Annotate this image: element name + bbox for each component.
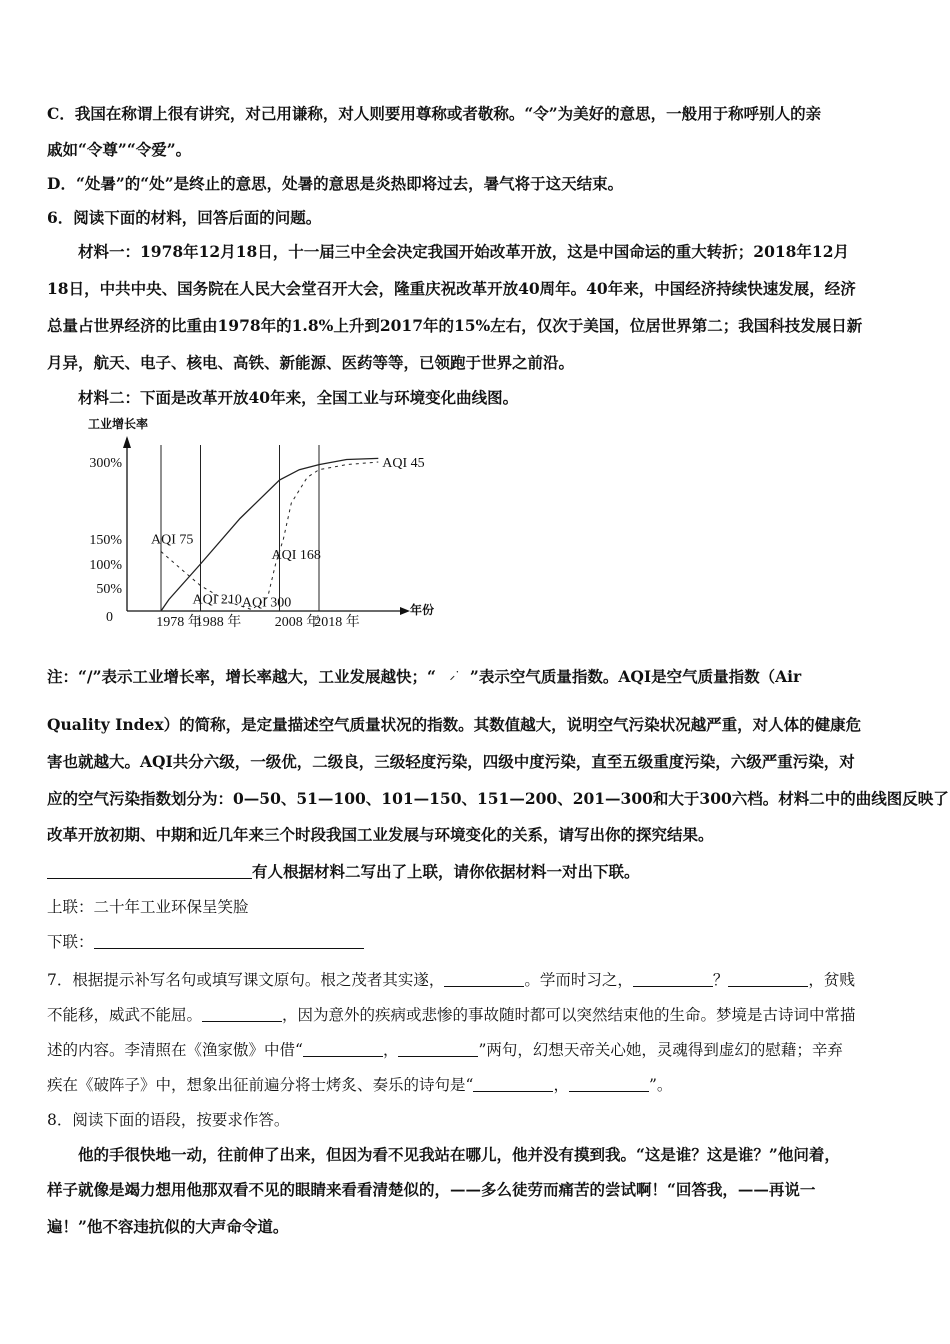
aqi-label: AQI 300 <box>241 595 292 611</box>
lower-couplet-blank[interactable] <box>94 933 364 950</box>
q7-text: ，因为意外的疾病或悲惨的事故随时都可以突然结束他的生命。梦境是古诗词中常描 <box>282 1006 856 1024</box>
x-tick-label: 1988 年 <box>195 615 242 630</box>
answer-blank[interactable] <box>398 1041 478 1058</box>
note-line5: 改革开放初期、中期和近几年来三个时段我国工业发展与环境变化的关系，请写出你的探究结果。 <box>47 825 714 844</box>
y-tick-label: 0 <box>106 610 113 625</box>
y-tick-label: 300% <box>89 456 122 471</box>
q7-text: ， <box>553 1076 569 1094</box>
question-7-line3 <box>47 1038 843 1060</box>
note-text-b: ”表示空气质量指数。AQI是空气质量指数（Air <box>469 667 802 686</box>
answer-blank[interactable] <box>569 1076 649 1093</box>
upper-couplet: 上联：二十年工业环保呈笑脸 <box>47 898 249 916</box>
q7-text: ，贫贱 <box>808 971 855 989</box>
material-1-line4: 月异，航天、电子、核电、高铁、新能源、医药等等，已领跑于世界之前沿。 <box>47 353 575 372</box>
q7-text: ”。 <box>648 1076 673 1094</box>
note-line4: 应的空气污染指数划分为：0—50、51—100、101—150、151—200、201—300和大于300六档。材料二中的曲线图反映了 <box>47 789 949 808</box>
lower-couplet-label: 下联： <box>47 933 94 951</box>
q7-text: 不能移，威武不能屈。 <box>47 1006 203 1024</box>
x-tick-label: 2018 年 <box>314 615 360 630</box>
y-tick-label: 50% <box>96 582 122 597</box>
material-1-line2: 18日，中共中央、国务院在人民大会堂召开大会，隆重庆祝改革开放40周年。40年来，中国经济持续快速发展，经济 <box>47 279 856 298</box>
question-7-line4 <box>47 1073 672 1095</box>
aqi-label: AQI 45 <box>382 456 425 471</box>
q7-text: 疾在《破阵子》中，想象出征前遍分将士烤炙、奏乐的诗句是“ <box>47 1076 474 1094</box>
x-tick-label: 1978 年 <box>156 615 202 630</box>
passage-line1: 他的手很快地一动，往前伸了出来，但因为看不见我站在哪儿，他并没有摸到我。“这是谁？这是谁？”他问着， <box>78 1145 840 1164</box>
answer-blank[interactable] <box>202 1006 282 1023</box>
answer-blank[interactable] <box>303 1041 383 1058</box>
x-axis-arrow-icon <box>400 607 410 615</box>
y-tick-label: 100% <box>89 558 122 573</box>
passage-line3: 遍！”他不容违抗似的大声命令道。 <box>47 1217 289 1236</box>
option-d: D．“处暑”的“处”是终止的意思，处暑的意思是炎热即将过去，暑气将于这天结束。 <box>47 174 624 193</box>
q7-text: ”两句，幻想天帝关心她，灵魂得到虚幻的慰藉；辛弃 <box>478 1041 843 1059</box>
aqi-label: AQI 168 <box>271 548 321 563</box>
y-axis-arrow-icon <box>123 436 131 448</box>
aqi-label: AQI 210 <box>192 592 242 608</box>
q7-text: 述的内容。李清照在《渔家傲》中借“ <box>47 1041 303 1059</box>
industry-growth-curve <box>161 458 378 611</box>
answer-blank[interactable] <box>728 971 808 988</box>
passage-line2: 样子就像是竭力想用他那双看不见的眼睛来看看清楚似的，——多么徒劳而痛苦的尝试啊！“回答我，——再说一 <box>47 1180 816 1199</box>
material-1-line3: 总量占世界经济的比重由1978年的1.8%上升到2017年的15%左右，仅次于美国，位居世界第二；我国科技发展日新 <box>47 316 863 335</box>
option-c-line2: 戚如“令尊”“令爱”。 <box>47 140 192 159</box>
material-2-intro: 材料二：下面是改革开放40年来，全国工业与环境变化曲线图。 <box>78 388 519 407</box>
note-line1: 注：“/”表示工业增长率，增长率越大，工业发展越快；“ ⸝˙ ”表示空气质量指数。AQI是空气质量指数（Air <box>47 667 802 686</box>
question-6-title: 6．阅读下面的材料，回答后面的问题。 <box>47 208 322 227</box>
question-8-title: 8．阅读下面的语段，按要求作答。 <box>47 1111 290 1129</box>
note-line2: Quality Index）的简称，是定量描述空气质量状况的指数。其数值越大，说明空气污染状况越严重，对人体的健康危 <box>47 715 862 734</box>
x-axis-label: 年份 <box>410 603 435 617</box>
option-c-line1: C．我国在称谓上很有讲究，对己用谦称，对人则要用尊称或者敬称。“令”为美好的意思，一般用于称呼别人的亲 <box>47 104 822 123</box>
q7-text: 7．根据提示补写名句或填写课文原句。根之茂者其实遂， <box>47 971 445 989</box>
industry-environment-chart <box>80 410 460 640</box>
answer-blank[interactable] <box>633 971 713 988</box>
question-7-line1 <box>47 968 855 990</box>
q7-text: ， <box>382 1041 399 1059</box>
y-axis-label: 工业增长率 <box>88 417 149 431</box>
note-text-a: 注：“/”表示工业增长率，增长率越大，工业发展越快；“ <box>47 667 436 686</box>
material-1-line1: 材料一：1978年12月18日，十一届三中全会决定我国开始改革开放，这是中国命运的重大转折；2018年12月 <box>78 242 849 261</box>
answer-blank[interactable] <box>444 971 524 988</box>
note-line3: 害也就越大。AQI共分六级，一级优，二级良，三级轻度污染，四级中度污染，直至五级重度污染，六级严重污染，对 <box>47 752 855 771</box>
q7-text: ？ <box>712 971 729 989</box>
answer-blank[interactable] <box>473 1076 553 1093</box>
y-tick-label: 150% <box>89 533 122 548</box>
aqi-curve <box>161 462 378 610</box>
x-tick-label: 2008 年 <box>274 615 321 630</box>
couplet-prompt: 有人根据材料二写出了上联，请你依据材料一对出下联。 <box>252 862 640 881</box>
note-line6 <box>47 860 640 882</box>
lower-couplet-line <box>47 930 364 952</box>
question-7-line2 <box>47 1003 856 1025</box>
aqi-label: AQI 75 <box>151 532 194 548</box>
answer-blank[interactable] <box>47 863 252 880</box>
q7-text: 。学而时习之， <box>524 971 633 989</box>
